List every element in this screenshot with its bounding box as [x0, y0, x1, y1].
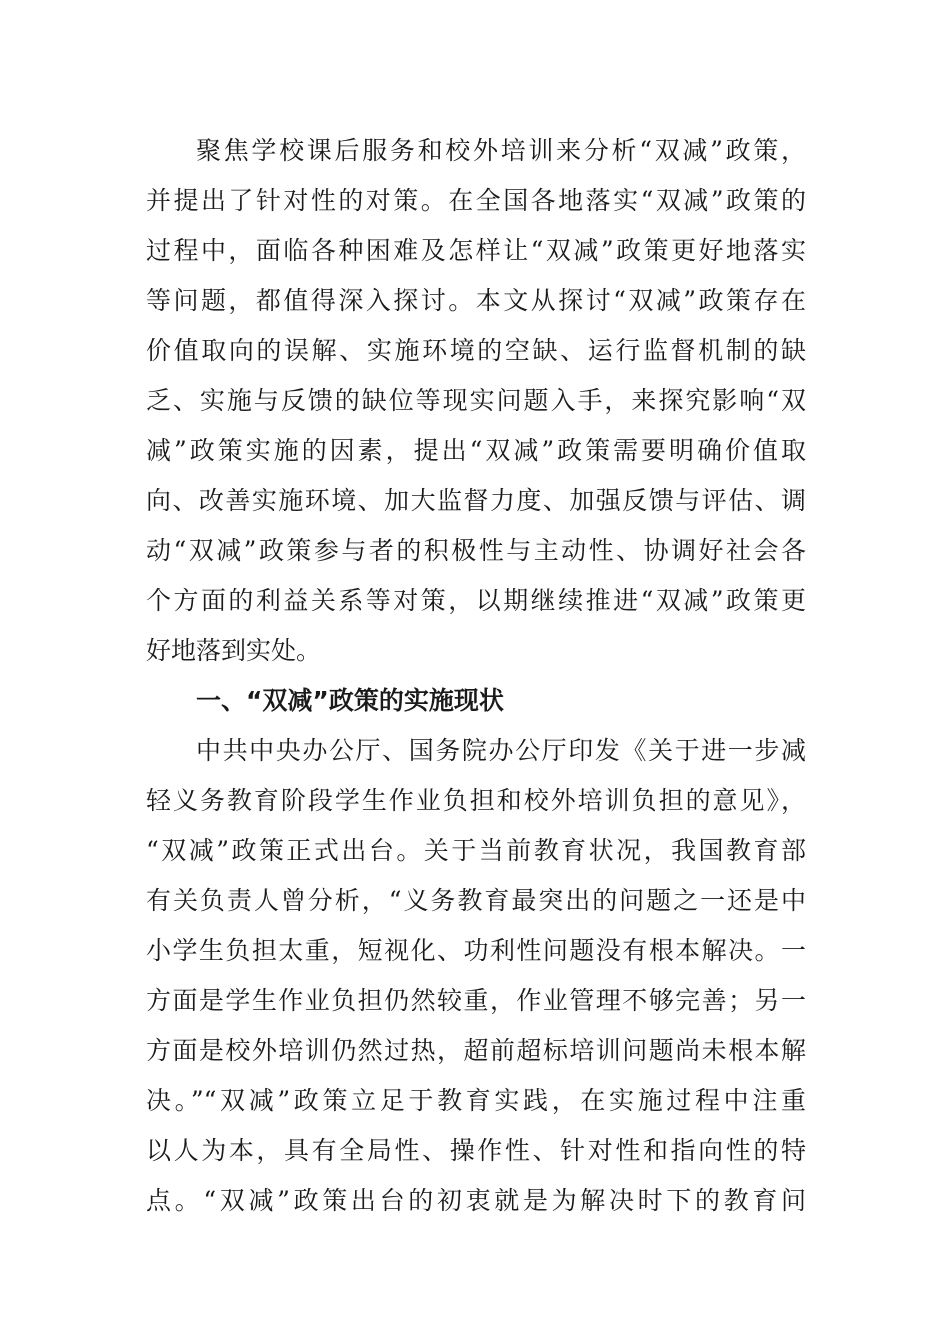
paragraph-1-line-3: 过程中，面临各种困难及怎样让“双减”政策更好地落实: [146, 236, 806, 265]
paragraph-1-line-7: 减”政策实施的因素，提出“双减”政策需要明确价值取: [146, 436, 806, 465]
paragraph-1-line-10: 个方面的利益关系等对策，以期继续推进“双减”政策更: [146, 586, 806, 615]
paragraph-2-line-10: 点。“双减”政策出台的初衷就是为解决时下的教育问: [146, 1186, 806, 1215]
paragraph-2-line-7: 方面是校外培训仍然过热，超前超标培训问题尚未根本解: [146, 1036, 806, 1065]
paragraph-2-line-9: 以人为本，具有全局性、操作性、针对性和指向性的特: [146, 1136, 806, 1165]
paragraph-1-line-1: 聚焦学校课后服务和校外培训来分析“双减”政策，: [196, 136, 806, 165]
paragraph-1-line-6: 乏、实施与反馈的缺位等现实问题入手，来探究影响“双: [146, 386, 806, 415]
paragraph-1-line-8: 向、改善实施环境、加大监督力度、加强反馈与评估、调: [146, 486, 806, 515]
paragraph-1-line-4: 等问题，都值得深入探讨。本文从探讨“双减”政策存在: [146, 286, 806, 315]
paragraph-1-line-9: 动“双减”政策参与者的积极性与主动性、协调好社会各: [146, 536, 806, 565]
paragraph-1-line-2: 并提出了针对性的对策。在全国各地落实“双减”政策的: [146, 186, 806, 215]
paragraph-2-line-1: 中共中央办公厅、国务院办公厅印发《关于进一步减: [196, 736, 806, 765]
paragraph-1-line-5: 价值取向的误解、实施环境的空缺、运行监督机制的缺: [146, 336, 806, 365]
paragraph-1-line-11: 好地落到实处。: [146, 636, 322, 665]
section-heading: 一、“双减”政策的实施现状: [196, 686, 504, 715]
paragraph-2-line-6: 方面是学生作业负担仍然较重，作业管理不够完善；另一: [146, 986, 806, 1015]
paragraph-2-line-4: 有关负责人曾分析，“义务教育最突出的问题之一还是中: [146, 886, 806, 915]
paragraph-2-line-3: “双减”政策正式出台。关于当前教育状况，我国教育部: [146, 836, 806, 865]
paragraph-2-line-8: 决。”“双减”政策立足于教育实践，在实施过程中注重: [146, 1086, 806, 1115]
paragraph-2-line-2: 轻义务教育阶段学生作业负担和校外培训负担的意见》，: [146, 786, 806, 815]
paragraph-2-line-5: 小学生负担太重，短视化、功利性问题没有根本解决。一: [146, 936, 806, 965]
